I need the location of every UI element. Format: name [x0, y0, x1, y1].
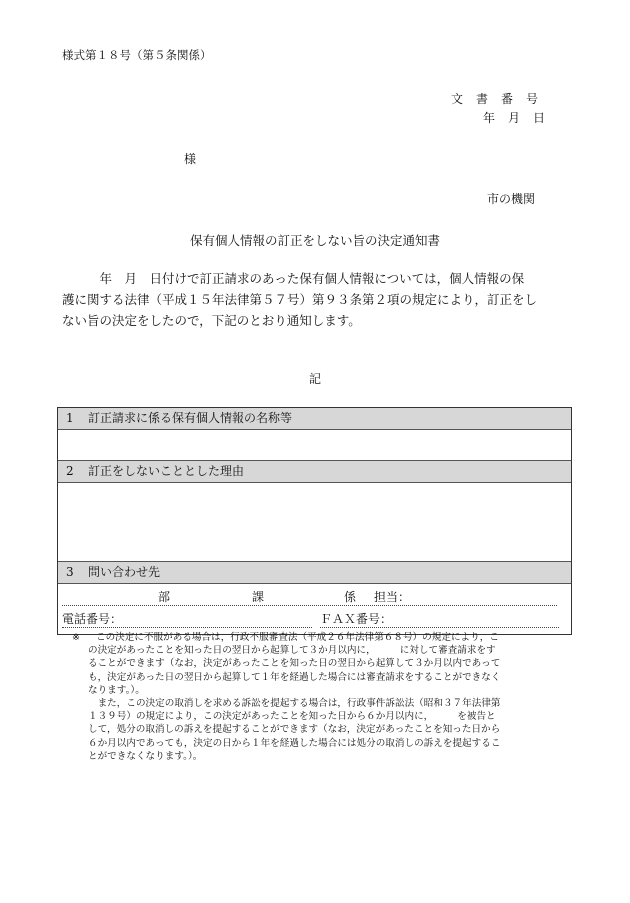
section-number: 1: [66, 411, 74, 425]
document-number-label: 文書番号: [450, 92, 551, 106]
section-label-field: 係: [344, 590, 357, 604]
notes-text: [72, 631, 568, 763]
section-label: 訂正をしないこととした理由: [88, 464, 245, 478]
phone-label: 電話番号：: [62, 610, 312, 628]
document-title: 保有個人情報の訂正をしない旨の決定通知書: [189, 233, 440, 248]
addressee-honorific: 様: [184, 152, 197, 166]
section-header-contact: [58, 561, 571, 584]
body-line: 護に関する法律（平成１５年法律第５７号）第９３条第２項の規定により，訂正をし: [62, 292, 538, 307]
notice-details-table: [57, 407, 572, 635]
body-line: ない旨の決定をしたので，下記のとおり通知します。: [62, 313, 361, 328]
section-number: 2: [66, 464, 74, 478]
section-number: 3: [66, 565, 74, 579]
contact-fields: [58, 584, 571, 634]
note-line: して，処分の取消しの訴えを提起することができます（なお，決定があったことを知った日から: [88, 724, 501, 736]
note-line: とができなくなります。）。: [88, 750, 203, 762]
section-label: 訂正請求に係る保有個人情報の名称等: [88, 411, 293, 425]
division-label: 課: [252, 590, 265, 604]
note-mark: ※: [72, 632, 81, 643]
section-label: 問い合わせ先: [88, 565, 161, 579]
form-number: 様式第１８号（第５条関係）: [62, 48, 212, 62]
contact-department-row: [62, 587, 557, 606]
person-in-charge-label: 担当：: [374, 590, 411, 604]
note-line: も，決定があった日の翌日から起算して１年を経過した場合には審査請求をすることができなく: [88, 671, 501, 683]
appeal-notes: [72, 631, 568, 763]
note-line: この決定に不服がある場合は，行政不服審査法（平成２６年法律第６８号）の規定により，こ: [96, 632, 499, 643]
contact-phone-row: [62, 609, 557, 627]
body-line: 年 月 日付けで訂正請求のあった保有個人情報については，個人情報の保: [62, 271, 525, 286]
note-line: なります。）。: [88, 684, 145, 696]
section-header-reason: [58, 460, 571, 483]
note-line: の決定があったことを知った日の翌日から起算して３か月以内に， に対して審査請求をす: [88, 645, 496, 657]
note-line: ることができます（なお，決定があったことを知った日の翌日から起算して３か月以内であって: [88, 658, 501, 670]
department-label: 部: [158, 590, 171, 604]
ki-heading: 記: [308, 372, 321, 386]
section-header-info-name: [58, 408, 571, 430]
section-body-info-name[interactable]: [58, 430, 571, 460]
document-date-label: 年月日: [482, 111, 558, 125]
fax-label: ＦＡＸ番号：: [320, 610, 559, 628]
section-body-reason[interactable]: [58, 483, 571, 561]
note-line: また，この決定の取消しを求める訴訟を提起する場合は，行政事件訴訟法（昭和３７年法律第: [88, 698, 501, 710]
sender-organization: 市の機関: [486, 192, 535, 206]
note-line: ６か月以内であっても，決定の日から１年を経過した場合には処分の取消しの訴えを提起するこ: [88, 737, 501, 749]
note-line: １３９号）の規定により，この決定があったことを知った日から６か月以内に， を被告と: [88, 711, 496, 723]
notice-body: [62, 268, 570, 331]
